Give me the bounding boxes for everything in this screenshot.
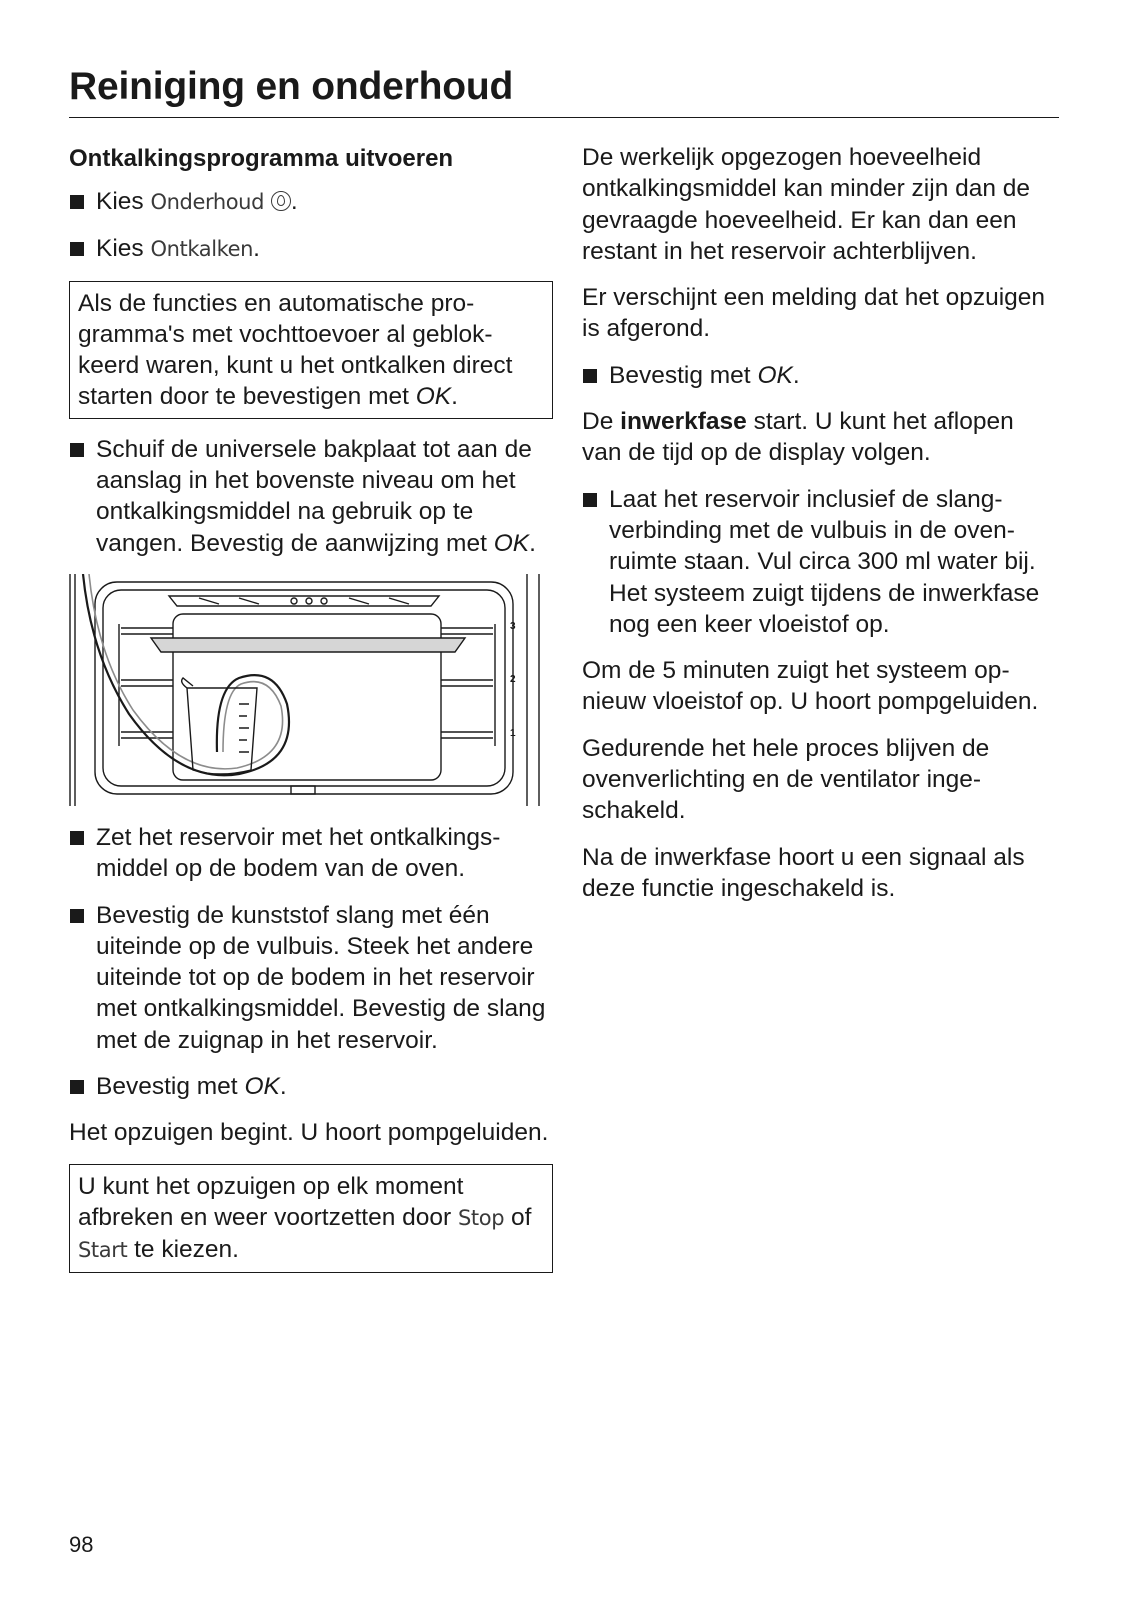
- ok-key-text: OK: [493, 529, 530, 557]
- ok-key-text: OK: [757, 361, 793, 389]
- level-2-label: 2: [510, 673, 516, 685]
- page-number: 98: [69, 1532, 94, 1557]
- paragraph-suction-starts: Het opzuigen begint. U hoort pompgeluiden.: [69, 1119, 549, 1147]
- step-leave-reservoir: Laat het reservoir inclusief de slangverbinding met de vulbuis in de ovenruimte staan. Vul circa 300 ml water bij. Het systeem zuigt tijdens de inwerkfase nog een keer vloeistof op.: [582, 484, 1060, 640]
- step-select-descale: Kies Ontkalken.: [69, 233, 553, 265]
- soak-phase-term: inwerkfase: [620, 408, 747, 436]
- right-column: [582, 142, 1060, 919]
- paragraph-lighting-fan: Gedurende het hele proces blijven de ovenverlichting en de ventilator ingeschakeld.: [582, 734, 990, 825]
- bullet-square-icon: [70, 909, 84, 923]
- step-insert-baking-tray: Schuif de universele bakplaat tot aan de aanslag in het bovenste niveau om het ontkalkingsmiddel na gebruik op te vangen. Bevestig de aanwijzing met OK.: [69, 434, 553, 559]
- paragraph-actual-amount: De werkelijk opgezogen hoeveelheid ontkalkingsmiddel kan minder zijn dan de gevraagde hoeveelheid. Er kan dan een restant in het reservoir achterblijven.: [582, 144, 1031, 265]
- ok-key-text: OK: [244, 1073, 280, 1101]
- bullet-square-icon: [583, 493, 597, 507]
- paragraph-suction-complete: Er verschijnt een melding dat het opzuigen is afgerond.: [582, 284, 1046, 343]
- bullet-square-icon: [70, 242, 84, 256]
- bullet-square-icon: [70, 1080, 84, 1094]
- section-heading: Ontkalkingsprogramma uitvoeren: [69, 145, 454, 172]
- note-box-blocked-functions: Als de functies en automatische programma's met vochttoevoer al geblokkeerd waren, kunt u het ontkalken direct starten door te bevestigen met OK.: [69, 281, 553, 419]
- ok-key-text: OK: [415, 383, 452, 411]
- display-text-maintenance: Onderhoud: [150, 190, 265, 214]
- step-confirm-ok-right: Bevestig met OK.: [582, 360, 1060, 391]
- note-box-stop-start: U kunt het opzuigen op elk moment afbreken en weer voortzetten door Stop of Start te kiezen.: [69, 1164, 553, 1273]
- step-confirm-ok: Bevestig met OK.: [69, 1071, 553, 1102]
- paragraph-soak-phase: De inwerkfase start. U kunt het aflopen van de tijd op de display volgen.: [582, 408, 1014, 467]
- bullet-square-icon: [70, 831, 84, 845]
- left-column: [69, 142, 553, 1288]
- step-place-reservoir: Zet het reservoir met het ontkalkingsmiddel op de bodem van de oven.: [69, 822, 553, 885]
- page-title: Reiniging en onderhoud: [69, 65, 514, 108]
- oven-illustration: [69, 574, 553, 806]
- bullet-square-icon: [583, 369, 597, 383]
- step-attach-hose: Bevestig de kunststof slang met één uiteinde op de vulbuis. Steek het andere uiteinde tot op de bodem in het reservoir met ontkalkingsmiddel. Bevestig de slang met de zuignap in het reservoir.: [69, 900, 553, 1056]
- paragraph-signal: Na de inwerkfase hoort u een signaal als deze functie ingeschakeld is.: [582, 843, 1025, 902]
- display-text-start: Start: [78, 1238, 128, 1263]
- step-select-maintenance: Kies Onderhoud .: [69, 186, 553, 218]
- display-text-descale: Ontkalken: [150, 237, 254, 262]
- display-text-stop: Stop: [457, 1205, 505, 1230]
- title-divider: [69, 117, 1059, 118]
- bullet-square-icon: [70, 443, 84, 457]
- bullet-square-icon: [70, 195, 84, 209]
- level-1-label: 1: [510, 727, 516, 739]
- paragraph-every-5-minutes: Om de 5 minuten zuigt het systeem opnieuw vloeistof op. U hoort pompgeluiden.: [582, 657, 1039, 716]
- level-3-label: 3: [510, 620, 516, 632]
- maintenance-icon: [271, 191, 291, 211]
